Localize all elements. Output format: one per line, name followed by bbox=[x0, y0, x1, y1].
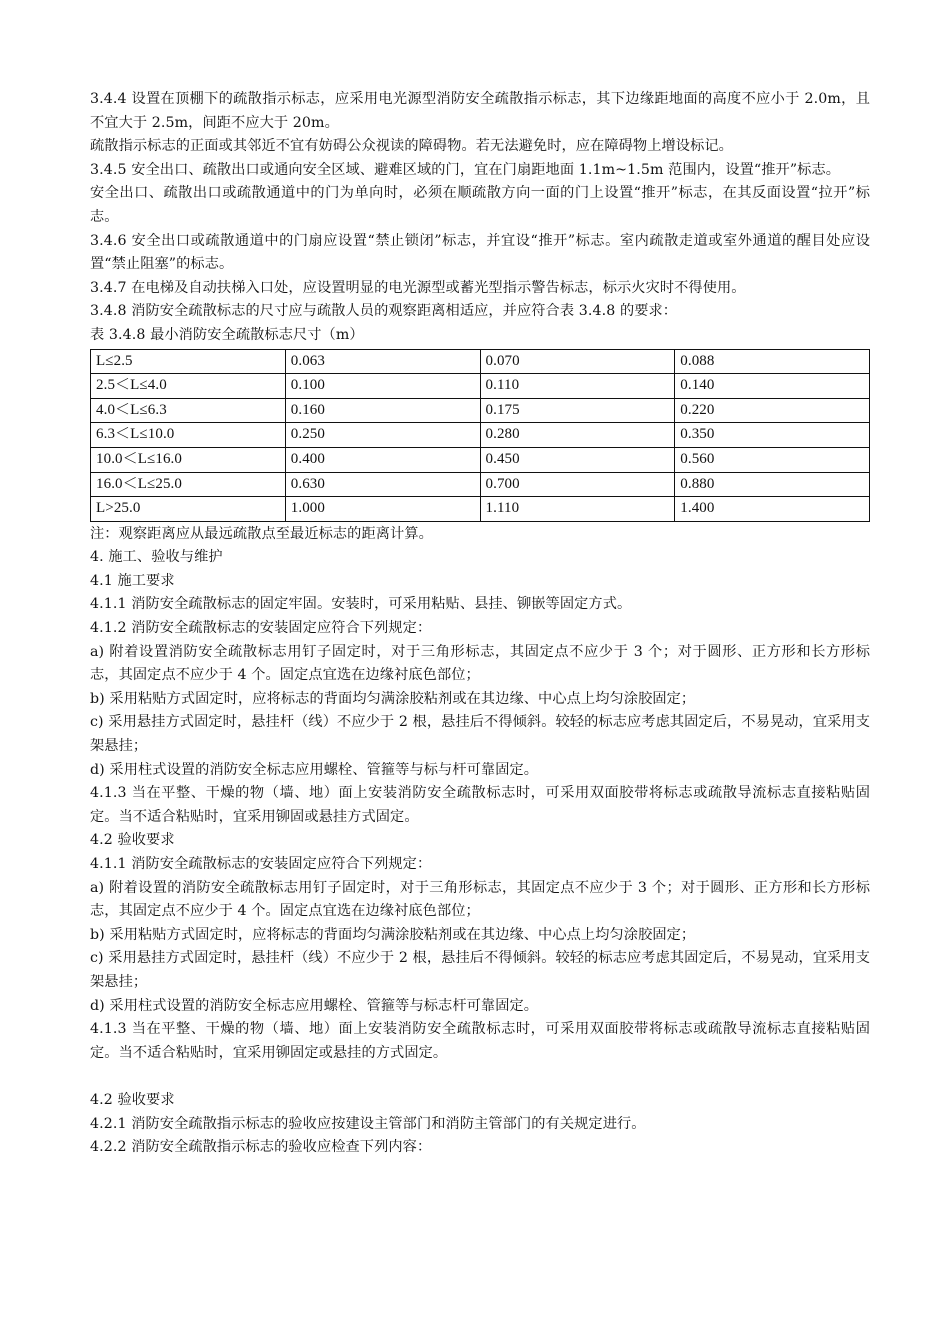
section-4-paragraph: 4. 施工、验收与维护 bbox=[90, 549, 223, 566]
table-row bbox=[91, 374, 870, 399]
size-cell: 0.280 bbox=[480, 423, 675, 448]
section-4-paragraph: 4.1.3 当在平整、干燥的物（墙、地）面上安装消防安全疏散标志时，可采用双面胶带将标志或疏散导流标志直接粘贴固定。当不适合粘贴时，宜采用铆固或悬挂方式固定。 bbox=[90, 785, 870, 825]
size-cell: 0.700 bbox=[480, 472, 675, 497]
section-4-paragraph: 4.1 施工要求 bbox=[90, 572, 175, 589]
document-page bbox=[90, 88, 870, 1160]
section-4-paragraph: 4.2.2 消防安全疏散指示标志的验收应检查下列内容： bbox=[90, 1139, 432, 1156]
section-3-4-paragraph: 表 3.4.8 最小消防安全疏散标志尺寸（m） bbox=[90, 326, 364, 343]
table-row bbox=[91, 472, 870, 497]
section-3-4-paragraph: 疏散指示标志的正面或其邻近不宜有妨碍公众视读的障碍物。若无法避免时，应在障碍物上增设标记。 bbox=[90, 138, 733, 155]
section-3-4-paragraph: 3.4.7 在电梯及自动扶梯入口处，应设置明显的电光源型或蓄光型指示警告标志，标示火灾时不得使用。 bbox=[90, 279, 746, 296]
size-cell: 0.250 bbox=[285, 423, 480, 448]
section-3-4-text bbox=[90, 88, 870, 348]
distance-cell: 4.0＜L≤6.3 bbox=[91, 398, 286, 423]
section-4-paragraph: 4.1.1 消防安全疏散标志的安装固定应符合下列规定： bbox=[90, 856, 432, 872]
section-4-paragraph: d) 采用柱式设置的消防安全标志应用螺栓、管箍等与标志杆可靠固定。 bbox=[90, 997, 539, 1014]
table-row bbox=[91, 447, 870, 472]
section-4-paragraph: a) 附着设置消防安全疏散标志用钉子固定时，对于三角形标志，其固定点不应少于 3 个；对于圆形、正方形和长方形标志，其固定点不应少于 4 个。固定点宜选在边缘衬底色部位； bbox=[90, 643, 870, 684]
section-4-paragraph: b) 采用粘贴方式固定时，应将标志的背面均匀满涂胶粘剂或在其边缘、中心点上均匀涂胶固定； bbox=[90, 690, 696, 707]
size-cell: 0.063 bbox=[285, 349, 480, 374]
section-4-paragraph: 4.1.2 消防安全疏散标志的安装固定应符合下列规定： bbox=[90, 620, 432, 637]
size-cell: 0.088 bbox=[675, 349, 870, 374]
section-4-paragraph: 4.2.1 消防安全疏散指示标志的验收应按建设主管部门和消防主管部门的有关规定进行。 bbox=[90, 1115, 646, 1132]
section-4-paragraph: c) 采用悬挂方式固定时，悬挂杆（线）不应少于 2 根，悬挂后不得倾斜。较轻的标志应考虑其固定后，不易晃动，宜采用支架悬挂； bbox=[90, 714, 870, 755]
size-cell: 0.110 bbox=[480, 374, 675, 399]
table-row bbox=[91, 497, 870, 522]
size-cell: 0.560 bbox=[675, 447, 870, 472]
section-4-paragraph: a) 附着设置的消防安全疏散标志用钉子固定时，对于三角形标志，其固定点不应少于 3 个；对于圆形、正方形和长方形标志，其固定点不应少于 4 个。固定点宜选在边缘衬底色部位； bbox=[90, 879, 870, 920]
distance-cell: 2.5＜L≤4.0 bbox=[91, 374, 286, 399]
size-cell: 0.160 bbox=[285, 398, 480, 423]
section-4-paragraph: 4.1.1 消防安全疏散标志的固定牢固。安装时，可采用粘贴、县挂、铆嵌等固定方式。 bbox=[90, 596, 632, 613]
size-cell: 0.070 bbox=[480, 349, 675, 374]
sign-size-table bbox=[90, 349, 870, 522]
section-4-paragraph: 4.2 验收要求 bbox=[90, 1091, 175, 1108]
section-4-paragraph: 注：观察距离应从最远疏散点至最近标志的距离计算。 bbox=[90, 525, 433, 542]
section-4-paragraph: d) 采用柱式设置的消防安全标志应用螺栓、管箍等与标与杆可靠固定。 bbox=[90, 761, 539, 778]
size-cell: 0.630 bbox=[285, 472, 480, 497]
section-4-paragraph: 4.2 验收要求 bbox=[90, 832, 175, 849]
section-4-paragraph: b) 采用粘贴方式固定时，应将标志的背面均匀满涂胶粘剂或在其边缘、中心点上均匀涂胶固定； bbox=[90, 926, 696, 943]
size-cell: 0.175 bbox=[480, 398, 675, 423]
distance-cell: 6.3＜L≤10.0 bbox=[91, 423, 286, 448]
size-cell: 0.140 bbox=[675, 374, 870, 399]
table-row bbox=[91, 349, 870, 374]
section-3-4-paragraph: 3.4.4 设置在顶棚下的疏散指示标志，应采用电光源型消防安全疏散指示标志，其下边缘距地面的高度不应小于 2.0m，且不宜大于 2.5m，间距不应大于 20m。 bbox=[90, 91, 870, 131]
size-cell: 0.220 bbox=[675, 398, 870, 423]
section-3-4-paragraph: 安全出口、疏散出口或疏散通道中的门为单向时，必须在顺疏散方向一面的门上设置“推开”标志，在其反面设置“拉开”标志。 bbox=[90, 185, 870, 225]
section-4-paragraph bbox=[90, 1065, 870, 1089]
size-cell: 0.450 bbox=[480, 447, 675, 472]
size-cell: 0.880 bbox=[675, 472, 870, 497]
section-4-text bbox=[90, 523, 870, 1160]
section-4-paragraph: c) 采用悬挂方式固定时，悬挂杆（线）不应少于 2 根，悬挂后不得倾斜。较轻的标志应考虑其固定后，不易晃动，宜采用支架悬挂； bbox=[90, 950, 870, 990]
table-row bbox=[91, 398, 870, 423]
distance-cell: L≤2.5 bbox=[91, 349, 286, 374]
distance-cell: 16.0＜L≤25.0 bbox=[91, 472, 286, 497]
distance-cell: 10.0＜L≤16.0 bbox=[91, 447, 286, 472]
size-cell: 1.000 bbox=[285, 497, 480, 522]
distance-cell: L>25.0 bbox=[91, 497, 286, 522]
size-cell: 0.400 bbox=[285, 447, 480, 472]
section-3-4-paragraph: 3.4.6 安全出口或疏散通道中的门扇应设置“禁止锁闭”标志，并宜设“推开”标志。室内疏散走道或室外通道的醒目处应设置“禁止阻塞”的标志。 bbox=[90, 232, 870, 273]
section-3-4-paragraph: 3.4.8 消防安全疏散标志的尺寸应与疏散人员的观察距离相适应，并应符合表 3.4.8 的要求： bbox=[90, 303, 678, 320]
section-4-paragraph: 4.1.3 当在平整、干燥的物（墙、地）面上安装消防安全疏散标志时，可采用双面胶带将标志或疏散导流标志直接粘贴固定。当不适合粘贴时，宜采用铆固定或悬挂的方式固定。 bbox=[90, 1021, 870, 1061]
section-3-4-paragraph: 3.4.5 安全出口、疏散出口或通向安全区域、避难区域的门，宜在门扇距地面 1.1m~1.5m 范围内，设置“推开”标志。 bbox=[90, 161, 841, 178]
size-cell: 0.350 bbox=[675, 423, 870, 448]
size-cell: 1.400 bbox=[675, 497, 870, 522]
size-cell: 1.110 bbox=[480, 497, 675, 522]
table-row bbox=[91, 423, 870, 448]
size-cell: 0.100 bbox=[285, 374, 480, 399]
